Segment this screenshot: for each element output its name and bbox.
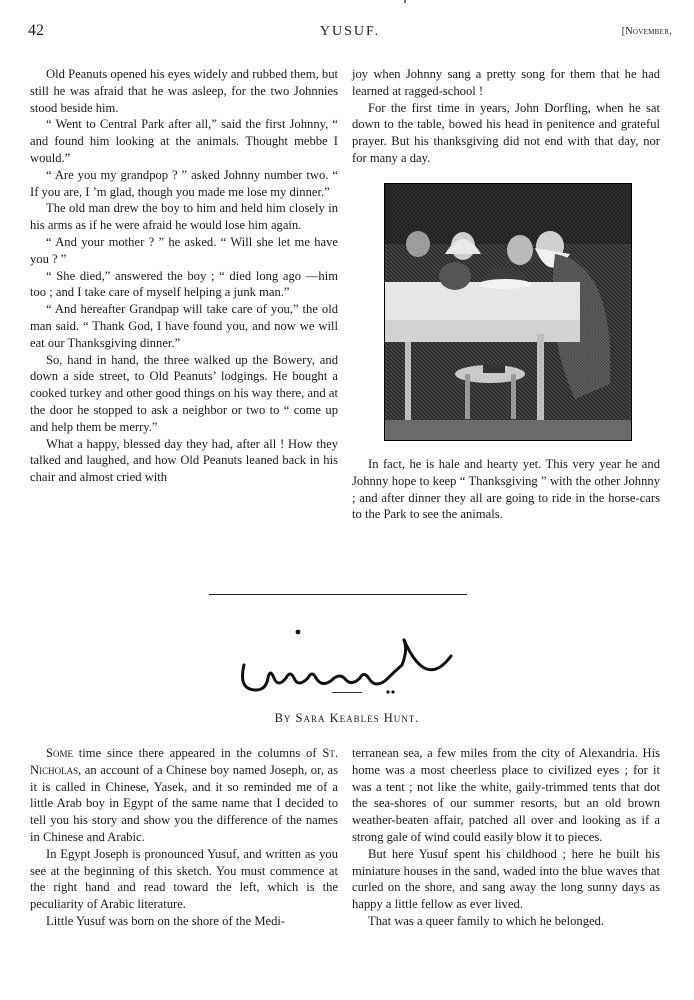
paragraph: In fact, he is hale and hearty yet. This very year he and Johnny hope to keep “ Thanksgiving ” with the other Johnny ; and after dinner they all are going to ride in the horse-cars to the Park to see the animals. — [352, 457, 660, 522]
lead-words: Some — [46, 746, 74, 760]
paragraph: joy when Johnny sang a pretty song for them that he had learned at ragged-school ! — [352, 67, 660, 98]
paragraph: That was a queer family to which he belonged. — [368, 913, 605, 928]
paragraph: Old Peanuts opened his eyes widely and rubbed them, but still he was afraid that he was asleep, for the two Johnnies stood beside him. — [30, 67, 338, 115]
section-divider — [209, 594, 467, 595]
article-column-right — [352, 745, 660, 930]
story-column-right-top — [352, 66, 660, 167]
print-mark — [404, 0, 406, 3]
paragraph: “ And your mother ? ” he asked. “ Will she let me have you ? ” — [30, 234, 338, 266]
story-column-right-bottom — [352, 456, 660, 523]
page-header — [28, 22, 672, 44]
paragraph: “ And hereafter Grandpap will take care of you,” the old man said. “ Thank God, I have found you, and now we will eat our Thanksgiving dinner.” — [30, 302, 338, 350]
paragraph — [30, 745, 338, 846]
paragraph: So, hand in hand, the three walked up the Bowery, and down a side street, to Old Peanuts’ lodgings. He bought a cooked turkey and other good things on his way there, and at the door he stopped to ask a neighbor or two to “ come up and help them be merry.” — [30, 352, 338, 434]
text: time since there appeared in the columns of — [73, 746, 323, 760]
byline: By Sara Keables Hunt. — [274, 711, 420, 725]
paragraph: The old man drew the boy to him and held him closely in his arms as if he were afraid he would lose him again. — [30, 201, 338, 233]
title-underline — [332, 692, 362, 693]
magazine-name: St. Nicholas — [30, 746, 338, 777]
article-column-left — [30, 745, 338, 930]
paragraph: Little Yusuf was born on the shore of the Medi- — [46, 913, 286, 928]
thanksgiving-illustration — [384, 183, 632, 441]
page-number: 42 — [28, 22, 44, 39]
paragraph: But here Yusuf spent his childhood ; here he built his miniature houses in the sand, waded into the blue waves that curled on the shore, and sang away the long sunny days as happy a little fellow as ever lived. — [352, 846, 660, 912]
paragraph: What a happy, blessed day they had, after all ! How they talked and laughed, and how Old Peanuts leaned back in his chair and almost cried with — [30, 436, 338, 485]
paragraph: For the first time in years, John Dorfling, when he sat down to the table, bowed his head in penitence and grateful prayer. But his thanksgiving did not end with that day, nor for many a day. — [352, 100, 660, 165]
paragraph: terranean sea, a few miles from the city of Alexandria. His home was a most cheerless place to civilized eyes ; for it was a tent ; not like the white, gaily-trimmed tents that dot the sea-shores of our summer resorts, but an old brown weather-beaten affair, patched all over and looking as if a strong gale of wind could easily blow it to pieces. — [352, 746, 660, 844]
running-title: YUSUF. — [319, 24, 381, 39]
running-month: [November, — [621, 26, 672, 37]
paragraph: “ Are you my grandpop ? ” asked Johnny number two. “ If you are, I ’m glad, though you made me lose my dinner.” — [30, 167, 338, 199]
paragraph: “ Went to Central Park after all,” said the first Johnny, “ and found him looking at the animals. Thought mebbe I would.” — [30, 117, 338, 165]
arabic-script-title — [236, 620, 466, 700]
paragraph: “ She died,” answered the boy ; “ died long ago —him too ; and I take care of myself helping a junk man.” — [30, 268, 338, 300]
paragraph: In Egypt Joseph is pronounced Yusuf, and written as you see at the beginning of this sketch. You must commence at the right hand and read toward the left, which is the peculiarity of Arabic literature. — [30, 846, 338, 912]
story-column-left — [30, 66, 338, 486]
text: , an account of a Chinese boy named Joseph, or, as it is called in Chinese, Yasek, and it so reminded me of a little Arab boy in Egypt of the same name that I decided to tell you his story and show you the difference of the names in Chinese and Arabic. — [30, 762, 338, 844]
